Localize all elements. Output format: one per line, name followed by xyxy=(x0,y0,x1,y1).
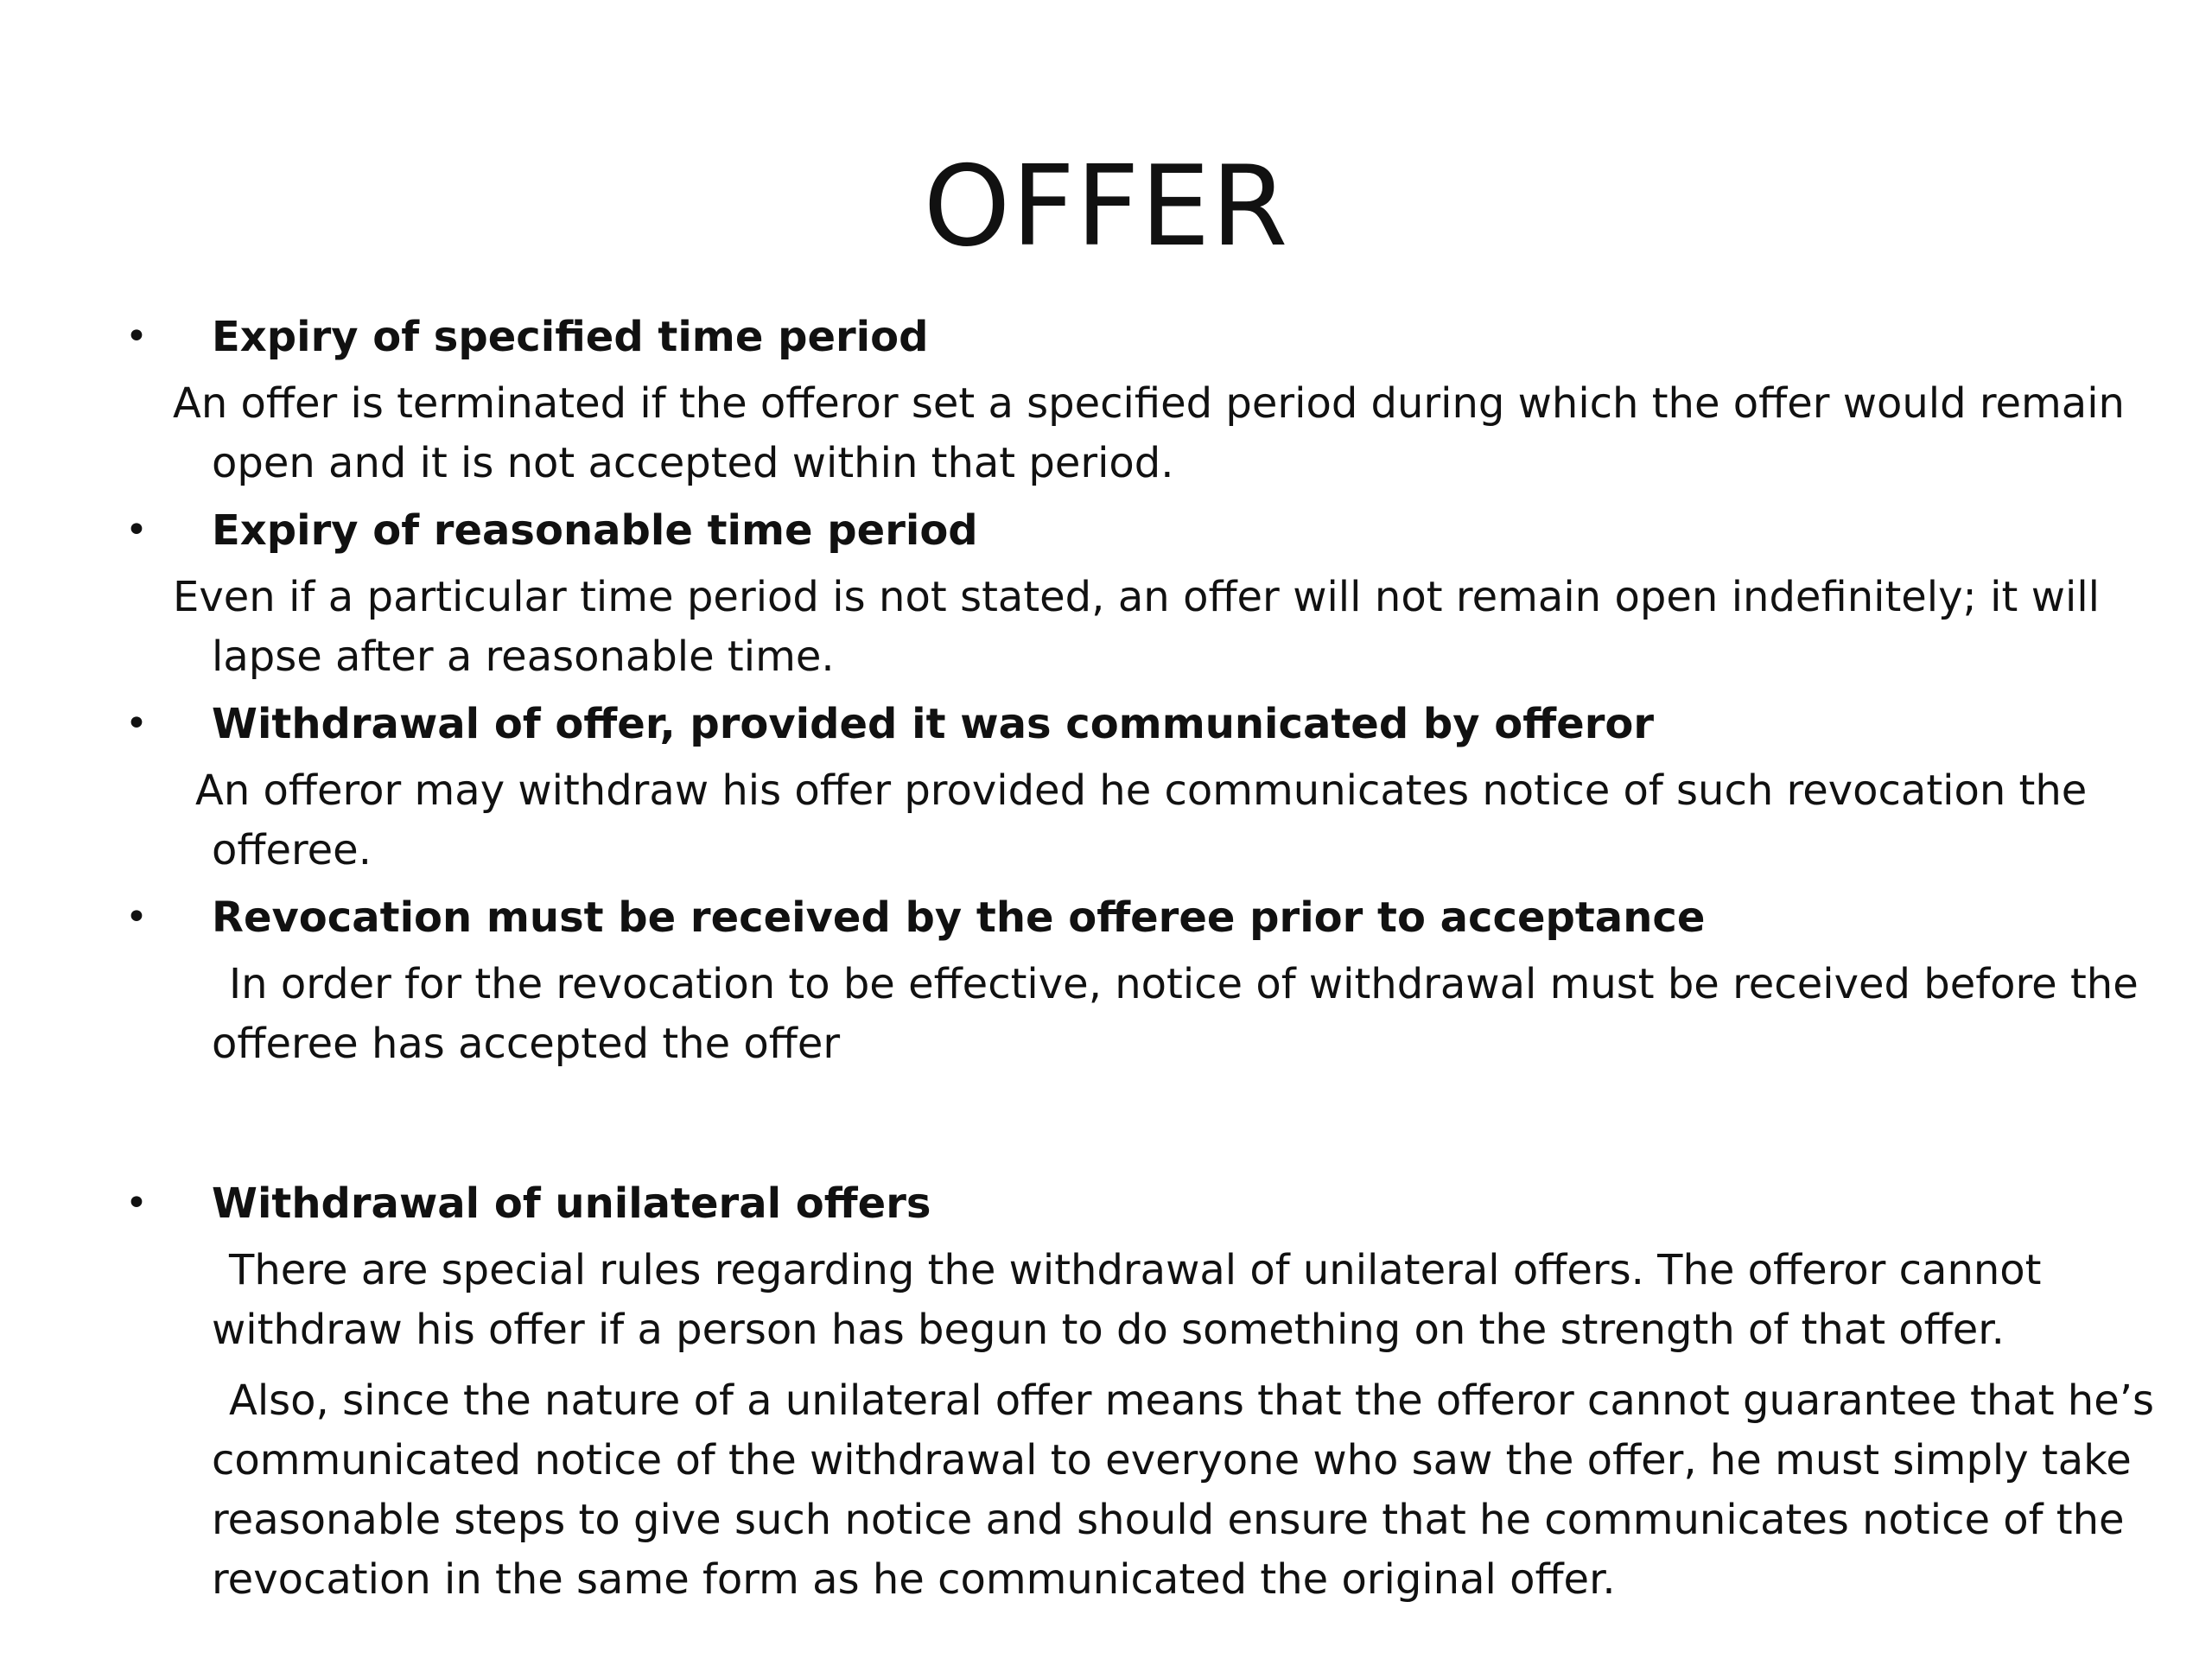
paragraph-line: communicated notice of the withdrawal to everyone who saw the offer, he must simply take xyxy=(212,1436,2132,1484)
section-paragraph xyxy=(0,1371,2212,1610)
section-heading: Withdrawal of offer, provided it was communicated by offeror xyxy=(212,700,1655,748)
paragraph-line: An offer is terminated if the offeror set a specified period during which the offer would remain xyxy=(173,379,2125,428)
paragraph-line: Even if a particular time period is not stated, an offer will not remain open indefinitely; it will xyxy=(173,573,2100,621)
bullet-icon: • xyxy=(125,508,148,552)
bullet-icon: • xyxy=(125,895,148,939)
paragraph-line: Also, since the nature of a unilateral offer means that the offeror cannot guarantee that he’s xyxy=(229,1376,2154,1425)
paragraph-line: lapse after a reasonable time. xyxy=(212,632,835,681)
section-paragraph xyxy=(0,955,2212,1074)
section-paragraph xyxy=(0,568,2212,687)
slide-title: OFFER xyxy=(923,143,1289,271)
bullet-heading xyxy=(0,311,2212,363)
bullet-heading xyxy=(0,892,2212,944)
paragraph-line: There are special rules regarding the withdrawal of unilateral offers. The offeror cannot xyxy=(229,1246,2042,1294)
paragraph-line: open and it is not accepted within that period. xyxy=(212,439,1174,487)
paragraph-line: offeree. xyxy=(212,826,372,874)
paragraph-line: reasonable steps to give such notice and should ensure that he communicates notice of the xyxy=(212,1496,2125,1544)
section-heading: Revocation must be received by the offeree prior to acceptance xyxy=(212,893,1706,942)
section-paragraph xyxy=(0,1241,2212,1360)
section-heading: Expiry of reasonable time period xyxy=(212,506,978,555)
bullet-icon: • xyxy=(125,315,148,359)
section-heading: Expiry of specified time period xyxy=(212,313,929,361)
bullet-heading xyxy=(0,505,2212,556)
section-paragraph xyxy=(0,761,2212,880)
section-heading: Withdrawal of unilateral offers xyxy=(212,1179,931,1228)
bullet-icon: • xyxy=(125,702,148,746)
bullet-heading xyxy=(0,698,2212,750)
bullet-icon: • xyxy=(125,1181,148,1225)
paragraph-line: withdraw his offer if a person has begun to do something on the strength of that offer. xyxy=(212,1306,2005,1354)
paragraph-line: An offeror may withdraw his offer provided he communicates notice of such revocation the xyxy=(195,766,2088,815)
bullet-heading xyxy=(0,1178,2212,1230)
section-paragraph xyxy=(0,374,2212,493)
paragraph-line: In order for the revocation to be effective, notice of withdrawal must be received before the xyxy=(229,960,2139,1008)
paragraph-line: revocation in the same form as he communicated the original offer. xyxy=(212,1555,1616,1604)
slide-body xyxy=(0,311,2212,1610)
paragraph-line: offeree has accepted the offer xyxy=(212,1020,841,1068)
